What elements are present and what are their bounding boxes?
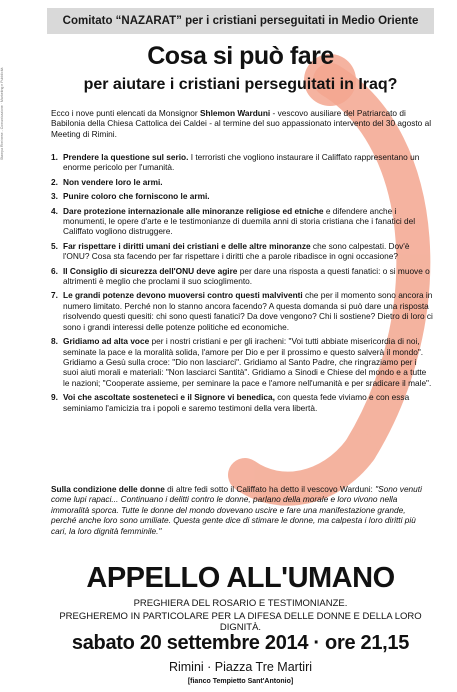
point-text [63, 266, 433, 287]
event-date: sabato 20 settembre 2014 · ore 21,15 [71, 632, 410, 654]
committee-header: Comitato “NAZARAT” per i cristiani perseguitati in Medio Oriente [47, 8, 434, 34]
point-number: 4. [51, 205, 58, 216]
closing-lead: Sulla condizione delle donne [51, 484, 165, 494]
point-bold: Punire coloro che forniscono le armi. [63, 191, 210, 202]
point-rest: che per il momento sono ancora in numero limitato. Perché non lo stanno ancora facendo? A questa domanda si può dare una risposta risolvendo questi quesiti: chi sono questi fanatici? Da dove vengono? Chi li sostiene? Dietro di loro ci sono i grandi interessi delle potenze politiche ed economiche. [63, 290, 433, 332]
point-bold: Gridiamo ad alta voce [63, 336, 150, 347]
page-title: Cosa si può fare [147, 42, 334, 70]
point-number: 8. [51, 336, 58, 347]
point-number: 2. [51, 176, 58, 187]
event-place-note: [fianco Tempietto Sant'Antonio] [187, 678, 294, 685]
closing-paragraph [51, 484, 433, 536]
point-text [63, 336, 433, 388]
point-number: 6. [51, 265, 58, 276]
appeal-heading: APPELLO ALL'UMANO [86, 562, 395, 594]
point-item [51, 266, 433, 287]
point-bold: Le grandi potenze devono muoversi contro questi malviventi [63, 290, 303, 301]
intro-name: Shlemon Warduni [199, 108, 271, 118]
point-number: 3. [51, 191, 58, 202]
intro-pre: Ecco i nove punti elencati da Monsignor [51, 108, 200, 118]
point-rest: per i nostri cristiani e per gli iracheni: "Voi tutti abbiate misericordia di noi, seminate la pace e la moralità solida, l'amore per Dio e per il prossimo e questo salverà il mondo". Gridiamo a Gesù sulla croce: "Dio non lasciarci". Gridiamo al Santo Padre, che ringraziamo per i suoi aiuti morali e materiali: "Non lasciarci Santità". Gridiamo a Sinodi e Chiese del mondo e a tutte le nazioni; "Cooperate assieme, per seminare la pace e l'amore nell'umanità e per sradicare il male". [63, 336, 432, 388]
side-credit: Stampa Riminese - Comunicazione · Marketing e Pubblicità [0, 67, 4, 160]
point-bold: Non vendere loro le armi. [63, 176, 163, 187]
point-rest: con questa fede viviamo e con essa seminiamo l'amicizia tra i popoli e saremo testimoni della vera libertà. [63, 392, 410, 413]
point-item [51, 290, 433, 332]
event-line-2: PREGHEREMO IN PARTICOLARE PER LA DIFESA DELLE DONNE E DELLA LORO DIGNITÀ. [59, 611, 422, 633]
point-item [51, 241, 433, 262]
point-text [63, 206, 433, 237]
page-subtitle: per aiutare i cristiani perseguitati in Iraq? [83, 76, 398, 93]
point-bold: Il Consiglio di sicurezza dell'ONU deve agire [63, 265, 238, 276]
point-text [63, 241, 433, 262]
point-rest: I terroristi che vogliono instaurare il Califfato rappresentano un enorme pericolo per l'umanità. [63, 152, 420, 173]
point-item [51, 206, 433, 237]
point-item [51, 152, 433, 173]
point-item [51, 336, 433, 388]
point-number: 1. [51, 152, 58, 162]
point-bold: Prendere la questione sul serio. [63, 152, 189, 162]
point-rest: che sono calpestati. Dov'è l'ONU? Cosa sta facendo per far rispettare i diritti che a parole ribadisce in ogni occasione? [63, 240, 410, 262]
point-bold: Dare protezione internazionale alle minoranze religiose ed etniche [63, 205, 324, 216]
point-text [63, 392, 433, 413]
point-item [51, 191, 433, 201]
point-bold: Voi che ascoltate sosteneteci e il Signore vi benedica, [63, 392, 275, 403]
intro-post: - vescovo ausiliare del Patriarcato di Babilonia della Chiesa Cattolica dei Caldei - al termine del suo appassionato intervento del 30 agosto al Meeting di Rimini. [51, 108, 432, 139]
event-line-1: PREGHIERA DEL ROSARIO E TESTIMONIANZE. [133, 598, 348, 609]
point-text [63, 177, 433, 187]
point-text [63, 152, 433, 173]
point-text [63, 191, 433, 201]
event-place: Rimini · Piazza Tre Martiri [168, 660, 313, 674]
closing-quote: "Sono venuti come lupi rapaci... Continuano i delitti contro le donne, parlano della morale e loro vivono nella immoralità sporca. Tutte le donne del mondo dovevano uscire e fare una manifestazione grande, perché anche loro sono umiliate. Questa gente dice di stimare le donne, ma calpesta i loro diritti più cari, la loro dignità femminile." [51, 484, 422, 536]
point-number: 9. [51, 392, 58, 403]
point-rest: per dare una risposta a questi fanatici: o si muove o altrimenti è meglio che proclami il suo scioglimento. [63, 265, 430, 287]
point-item [51, 177, 433, 187]
point-bold: Far rispettare i diritti umani dei cristiani e delle altre minoranze [63, 240, 311, 251]
point-number: 7. [51, 290, 58, 301]
point-text [63, 290, 433, 332]
points-list [51, 152, 433, 417]
closing-mid: di altre fedi sotto il Califfato ha detto il vescovo Warduni: [164, 484, 376, 494]
point-rest: e difendere anche i monumenti, le opere d'arte e le testimonianze di duemila anni di storia cristiana che i fanatici del Califfato vogliono distruggere. [63, 205, 416, 237]
intro-paragraph [51, 108, 433, 139]
point-number: 5. [51, 240, 58, 251]
point-item [51, 392, 433, 413]
